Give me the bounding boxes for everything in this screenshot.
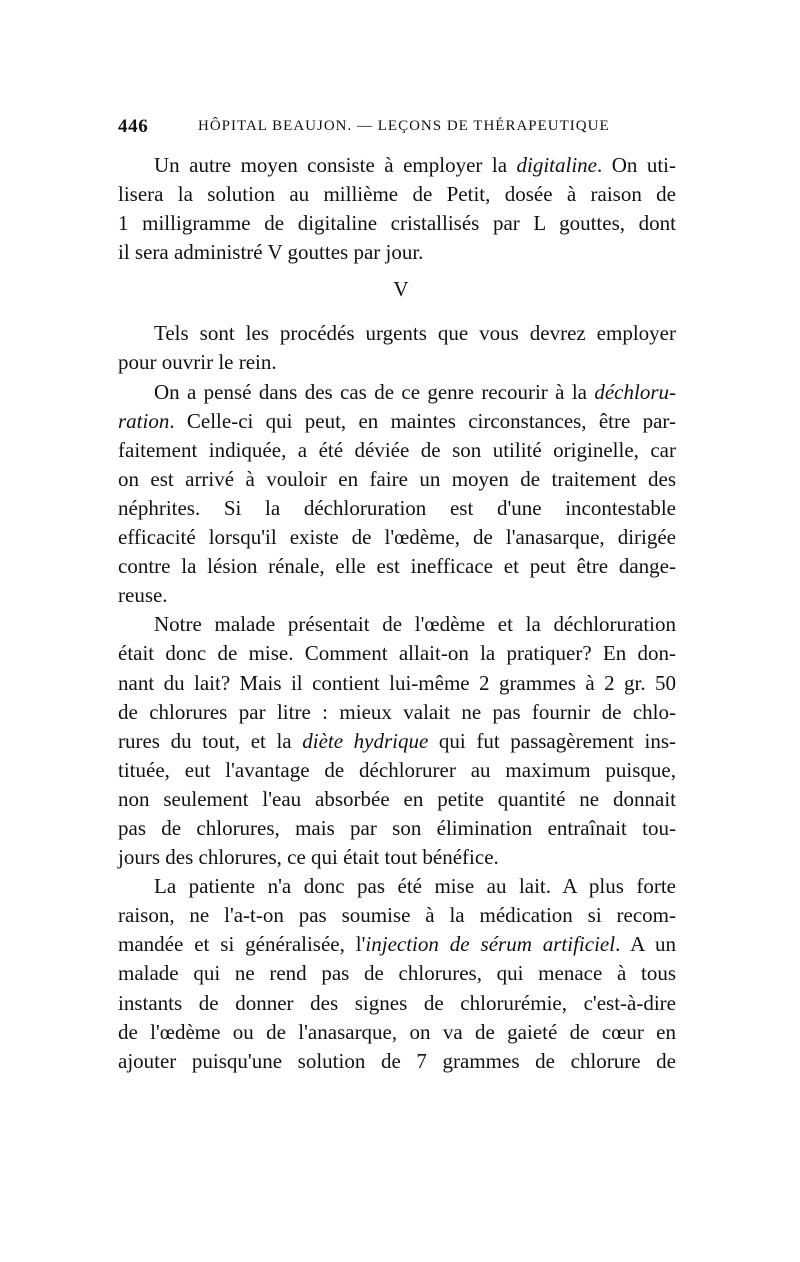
- text-line: raison, ne l'a-t-on pas soumise à la médication si recom-: [118, 903, 676, 928]
- text-line: pour ouvrir le rein.: [118, 350, 277, 375]
- text-line: Notre malade présentait de l'œdème et la déchloruration: [154, 612, 676, 637]
- text-line: [118, 407, 676, 436]
- italic-term: déchloru-: [594, 379, 676, 404]
- text-line: La patiente n'a donc pas été mise au lait. A plus forte: [154, 874, 676, 899]
- page-number: 446: [118, 116, 149, 137]
- text-line: pas de chlorures, mais par son élimination entraînait tou-: [118, 815, 676, 840]
- italic-term: injection de sérum artificiel: [365, 932, 616, 957]
- italic-term: digitaline: [516, 153, 597, 177]
- text-line: Tels sont les procédés urgents que vous devrez employer: [154, 321, 676, 346]
- text-run: . On uti-: [596, 153, 676, 177]
- running-title: HÔPITAL BEAUJON. — LEÇONS DE THÉRAPEUTIQUE: [198, 118, 610, 134]
- text-line: malade qui ne rend pas de chlorures, qui menace à tous: [118, 961, 676, 986]
- text-line: [118, 727, 676, 756]
- text-line: [118, 930, 676, 959]
- text-run: Un autre moyen consiste à employer la: [154, 153, 517, 177]
- italic-term: diète hydrique: [302, 728, 429, 753]
- text-line: contre la lésion rénale, elle est inefficace et peut être dange-: [118, 554, 676, 579]
- text-line: faitement indiquée, a été déviée de son utilité originelle, car: [118, 437, 676, 462]
- spacer: [118, 311, 676, 319]
- text-line: tituée, eut l'avantage de déchlorurer au maximum puisque,: [118, 757, 676, 782]
- text-line: était donc de mise. Comment allait-on la pratiquer? En don-: [118, 641, 676, 666]
- text-run: rures du tout, et la: [118, 728, 303, 753]
- italic-term: ration: [118, 408, 170, 433]
- text-line: [118, 151, 676, 180]
- text-line: on est arrivé à vouloir en faire un moyen de traitement des: [118, 466, 676, 491]
- text-line: il sera administré V gouttes par jour.: [118, 240, 424, 265]
- running-header: [118, 116, 678, 140]
- section-number: V: [393, 277, 409, 302]
- body-text: [118, 151, 676, 1076]
- text-run: On a pensé dans des cas de ce genre recourir à la: [154, 379, 595, 404]
- text-run: mandée et si généralisée, l': [118, 932, 366, 957]
- text-line: nant du lait? Mais il contient lui-même 2 grammes à 2 gr. 50: [118, 670, 676, 695]
- text-line: reuse.: [118, 583, 168, 608]
- text-line: instants de donner des signes de chlorurémie, c'est-à-dire: [118, 990, 676, 1015]
- text-run: . Celle-ci qui peut, en maintes circonstances, être par-: [169, 408, 676, 433]
- text-line: efficacité lorsqu'il existe de l'œdème, de l'anasarque, dirigée: [118, 525, 676, 550]
- text-line: de chlorures par litre : mieux valait ne pas fournir de chlo-: [118, 699, 676, 724]
- text-line: ajouter puisqu'une solution de 7 grammes de chlorure de: [118, 1048, 676, 1073]
- text-line: [118, 378, 676, 407]
- text-line: néphrites. Si la déchloruration est d'une incontestable: [118, 495, 676, 520]
- text-line: 1 milligramme de digitaline cristallisés par L gouttes, dont: [118, 211, 676, 236]
- text-line: jours des chlorures, ce qui était tout bénéfice.: [118, 845, 499, 870]
- text-line: de l'œdème ou de l'anasarque, on va de gaieté de cœur en: [118, 1019, 676, 1044]
- text-run: . A un: [615, 932, 677, 957]
- text-line: non seulement l'eau absorbée en petite quantité ne donnait: [118, 786, 676, 811]
- text-line: lisera la solution au millième de Petit, dosée à raison de: [118, 182, 676, 207]
- text-run: qui fut passagèrement ins-: [428, 728, 676, 753]
